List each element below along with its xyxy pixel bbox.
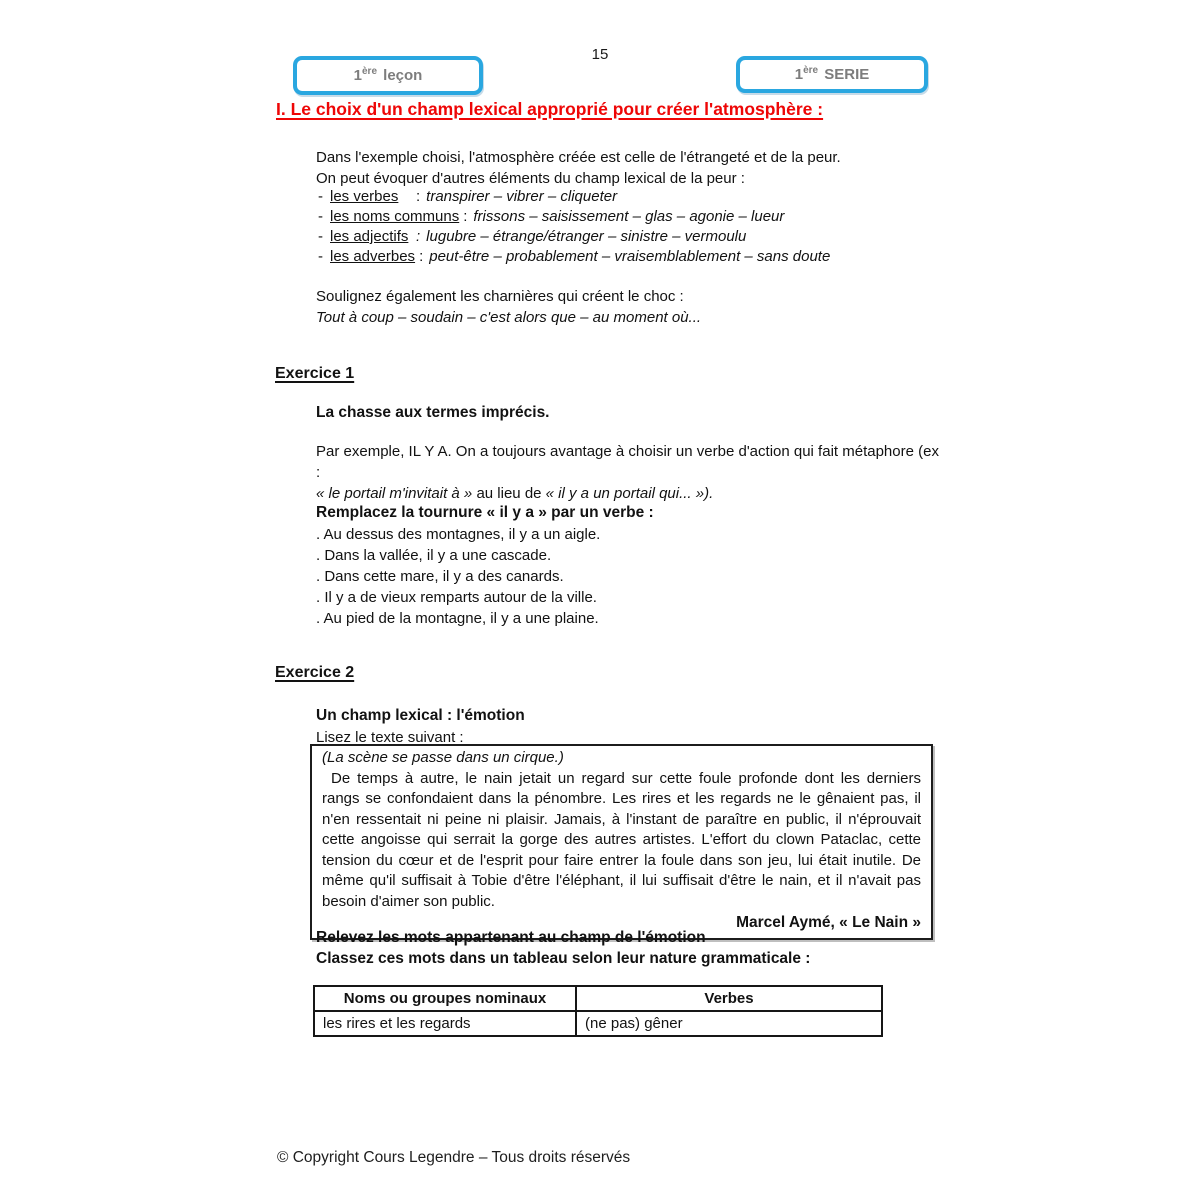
example-quote-1: « le portail m'invitait à » [316,485,473,502]
charnieres-examples: Tout à coup – soudain – c'est alors que – au moment où... [316,309,702,326]
relever-instruction: Relevez les mots appartenant au champ de l'émotion [316,929,706,946]
table-header-row [314,986,882,1011]
stage-direction: (La scène se passe dans un cirque.) [322,749,564,766]
example-line-1: Par exemple, IL Y A. On a toujours avantage à choisir un verbe d'action qui fait métaphore (ex : [316,443,939,481]
table-cell-noms: les rires et les regards [314,1011,576,1036]
table-header-noms: Noms ou groupes nominaux [314,986,576,1011]
category-label: les noms communs [330,208,460,225]
lexical-field-list [318,186,830,266]
category-label: les verbes [330,188,399,205]
category-label: les adverbes [330,248,416,265]
bullet-dash: - [318,248,323,265]
category-words: lugubre – étrange/étranger – sinistre – vermoulu [426,228,747,245]
sentence-line: . Dans la vallée, il y a une cascade. [316,547,552,564]
list-item: - les verbes : transpirer – vibrer – cliqueter [318,188,618,205]
sentence-line: . Au dessus des montagnes, il y a un aigle. [316,526,601,543]
exercise1-subtitle: La chasse aux termes imprécis. [316,404,550,421]
sentence-line: . Il y a de vieux remparts autour de la ville. [316,589,597,606]
footer-copyright: © Copyright Cours Legendre – Tous droits réservés [277,1149,631,1166]
category-label: les adjectifs [330,228,409,245]
exercise1-heading: Exercice 1 [275,365,355,382]
sentence-line: . Au pied de la montagne, il y a une plaine. [316,610,599,627]
bullet-dash: - [318,188,323,205]
example-line-2: « le portail m'invitait à » au lieu de « il y a un portail qui... »). [316,485,714,502]
table-row [314,1011,882,1036]
bullet-dash: - [318,228,323,245]
exercise2-heading: Exercice 2 [275,664,355,681]
ordinal-superscript: ère [803,65,819,76]
replace-instruction: Remplacez la tournure « il y a » par un verbe : [316,504,654,521]
attribution: Marcel Aymé, « Le Nain » [736,914,921,931]
section-title: I. Le choix d'un champ lexical approprié pour créer l'atmosphère : [276,99,824,119]
classification-table [313,985,883,1037]
excerpt-box [310,744,933,940]
read-text-label: Lisez le texte suivant : [316,729,464,746]
exercise1-example-paragraph [316,441,944,504]
table-header-verbes: Verbes [576,986,882,1011]
intro-line-2: On peut évoquer d'autres éléments du champ lexical de la peur : [316,170,745,187]
list-item: - les adjectifs : lugubre – étrange/étranger – sinistre – vermoulu [318,228,747,245]
lesson-badge [293,56,483,95]
sentence-line: . Dans cette mare, il y a des canards. [316,568,564,585]
classer-instruction: Classez ces mots dans un tableau selon leur nature grammaticale : [316,950,811,967]
souligner-instruction: Soulignez également les charnières qui créent le choc : [316,288,684,305]
page-number: 15 [591,46,609,63]
list-item: - les adverbes : peut-être – probablement – vraisemblablement – sans doute [318,248,831,265]
exercise2-subtitle: Un champ lexical : l'émotion [316,707,525,724]
sentence-list [316,524,600,629]
list-item: - les noms communs : frissons – saisissement – glas – agonie – lueur [318,208,785,225]
intro-line-1: Dans l'exemple choisi, l'atmosphère créée est celle de l'étrangeté et de la peur. [316,149,841,166]
category-words: peut-être – probablement – vraisemblablement – sans doute [429,248,831,265]
bullet-dash: - [318,208,323,225]
lesson-badge-label: 1ère leçon [353,66,423,84]
excerpt-paragraph: De temps à autre, le nain jetait un regard sur cette foule profonde dont les derniers rangs se confondaient dans la pénombre. Les rires et les regards ne le gênaient pas, il n'en ressentait ni peine ni plaisir. Jamais, à l'instant de paraître en public, il n'éprouvait cette angoisse qui serrait la gorge des autres artistes. L'effort du clown Pataclac, cette tension du cœur et de l'esprit pour faire entrer la foule dans son jeu, lui était inutile. De même qu'il suffisait à Tobie d'être l'éléphant, il lui suffisait d'être le nain, et il n'avait pas besoin d'aimer son public. [322,769,921,910]
series-badge [736,56,928,93]
example-quote-2: « il y a un portail qui... »). [545,485,714,502]
category-words: frissons – saisissement – glas – agonie – lueur [473,208,785,225]
ordinal-superscript: ère [361,66,377,77]
table-cell-verbes: (ne pas) gêner [576,1011,882,1036]
category-words: transpirer – vibrer – cliqueter [426,188,618,205]
series-badge-label: 1ère SERIE [794,65,870,83]
